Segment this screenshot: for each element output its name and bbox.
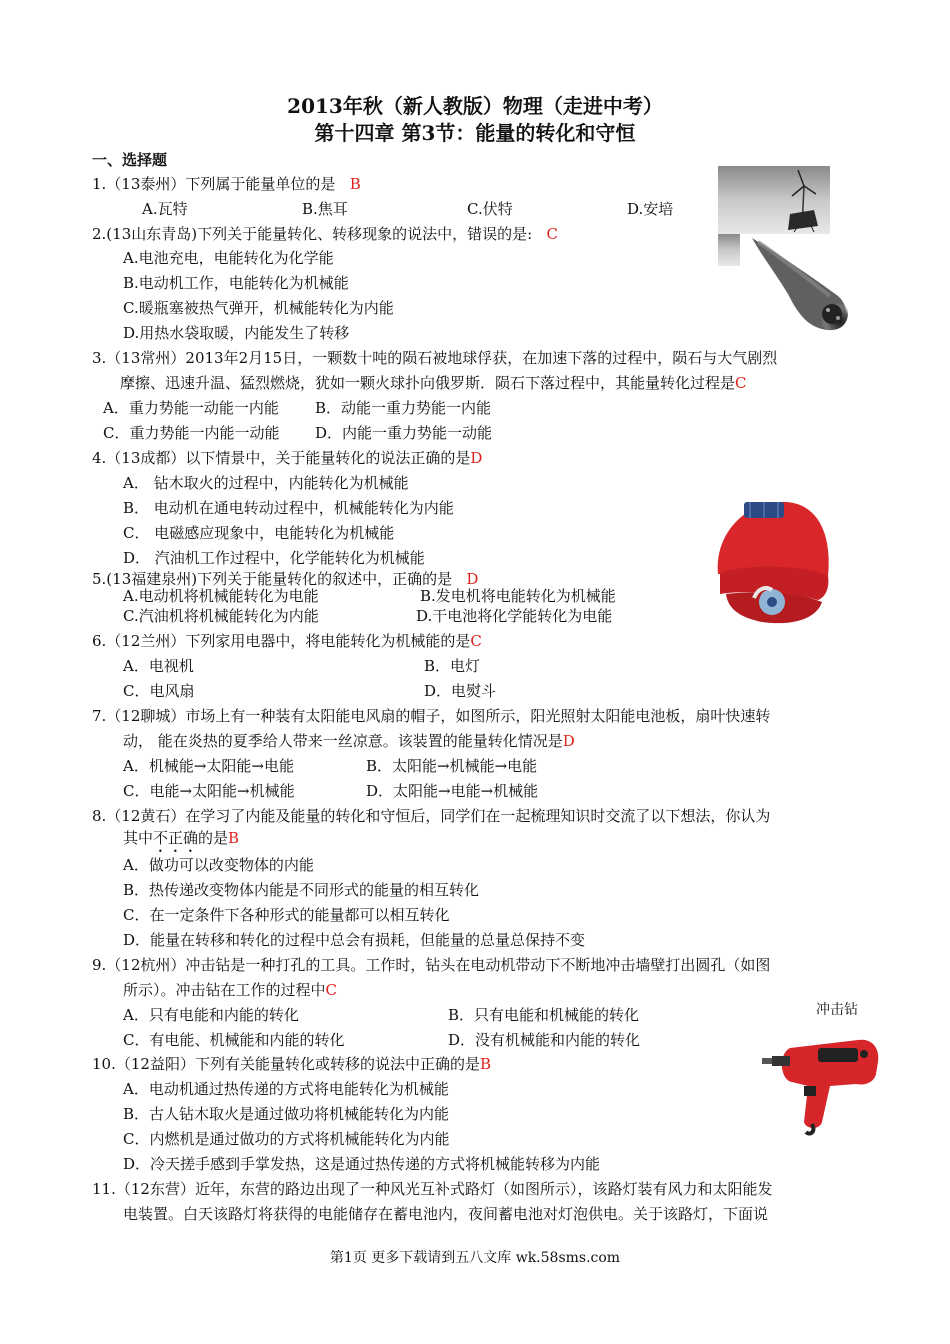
q10-answer: B bbox=[479, 1055, 491, 1073]
q5-option-c: C.汽油机将机械能转化为内能 bbox=[123, 607, 319, 625]
q4-option-d: D． 汽油机工作过程中，化学能转化为机械能 bbox=[123, 549, 425, 567]
meteor-image bbox=[748, 234, 858, 334]
q7-answer: D bbox=[562, 732, 575, 750]
q10-option-c: C．内燃机是通过做功的方式将机械能转化为内能 bbox=[123, 1130, 450, 1148]
q1-option-c: C.伏特 bbox=[467, 200, 513, 218]
q2-option-a: A.电池充电，电能转化为化学能 bbox=[123, 249, 334, 267]
doc-title-line1: 2013年秋（新人教版）物理（走进中考） bbox=[287, 94, 663, 118]
q10-option-a: A．电动机通过热传递的方式将电能转化为机械能 bbox=[123, 1080, 449, 1098]
q3-option-a: A．重力势能一动能一内能 bbox=[103, 399, 279, 417]
q10-option-b: B．古人钻木取火是通过做功将机械能转化为内能 bbox=[123, 1105, 450, 1123]
q2-option-d: D.用热水袋取暖，内能发生了转移 bbox=[123, 324, 350, 342]
q2-option-c: C.暖瓶塞被热气弹开，机械能转化为内能 bbox=[123, 299, 394, 317]
q6-option-a: A．电视机 bbox=[123, 657, 194, 675]
q5-option-d: D.干电池将化学能转化为电能 bbox=[416, 607, 613, 625]
q5-answer: D bbox=[466, 570, 479, 588]
q7-option-b: B．太阳能→机械能→电能 bbox=[366, 757, 538, 775]
q6-option-c: C．电风扇 bbox=[123, 682, 195, 700]
q7-stem-line1: 7.（12聊城）市场上有一种装有太阳能电风扇的帽子，如图所示，阳光照射太阳能电池板，扇叶快速转 bbox=[92, 707, 771, 725]
q4-stem: 4.（13成都）以下情景中，关于能量转化的说法正确的是D bbox=[92, 449, 483, 467]
q10-stem: 10.（12益阳）下列有关能量转化或转移的说法中正确的是B bbox=[92, 1055, 491, 1073]
q9-option-a: A．只有电能和内能的转化 bbox=[123, 1006, 299, 1024]
section-heading: 一、选择题 bbox=[92, 151, 168, 169]
q4-option-c: C． 电磁感应现象中，电能转化为机械能 bbox=[123, 524, 395, 542]
q3-option-d: D．内能一重力势能一动能 bbox=[315, 424, 493, 442]
q2-answer: C bbox=[546, 225, 558, 243]
q6-answer: C bbox=[470, 632, 482, 650]
q1-option-d: D.安培 bbox=[627, 200, 674, 218]
q7-option-c: C．电能→太阳能→机械能 bbox=[123, 782, 295, 800]
page-footer: 第1页 更多下载请到五八文库 wk.58sms.com bbox=[329, 1250, 621, 1266]
q9-answer: C bbox=[325, 981, 337, 999]
q9-option-d: D．没有机械能和内能的转化 bbox=[448, 1031, 641, 1049]
q7-option-a: A．机械能→太阳能→电能 bbox=[123, 757, 294, 775]
q1-stem: 1.（13泰州）下列属于能量单位的是 B bbox=[92, 175, 361, 193]
q3-option-c: C．重力势能一内能一动能 bbox=[103, 424, 280, 442]
doc-title-line2: 第十四章 第3节：能量的转化和守恒 bbox=[314, 121, 636, 145]
impact-drill-image bbox=[760, 1026, 890, 1138]
q5-stem: 5.(13福建泉州)下列关于能量转化的叙述中，正确的是 D bbox=[92, 570, 479, 588]
q3-answer: C bbox=[735, 374, 747, 392]
q9-option-b: B．只有电能和机械能的转化 bbox=[448, 1006, 640, 1024]
q8-answer: B bbox=[228, 829, 240, 847]
drill-figure-label: 冲击钻 bbox=[816, 1002, 858, 1018]
q4-option-a: A． 钻木取火的过程中，内能转化为机械能 bbox=[123, 474, 409, 492]
q6-stem: 6.（12兰州）下列家用电器中，将电能转化为机械能的是C bbox=[92, 632, 482, 650]
q9-stem-line2: 所示）。冲击钻在工作的过程中C bbox=[123, 981, 337, 999]
q9-stem-line1: 9.（12杭州）冲击钻是一种打孔的工具。工作时，钻头在电动机带动下不断地冲击墙壁打出圆孔（如图 bbox=[92, 956, 771, 974]
q7-option-d: D．太阳能→电能→机械能 bbox=[366, 782, 539, 800]
q4-answer: D bbox=[470, 449, 483, 467]
q8-stem-line1: 8.（12黄石）在学习了内能及能量的转化和守恒后，同学们在一起梳理知识时交流了以下想法，你认为 bbox=[92, 807, 771, 825]
q8-emphasis: 不正确 bbox=[153, 829, 199, 847]
q6-option-b: B．电灯 bbox=[424, 657, 481, 675]
q8-option-b: B．热传递改变物体内能是不同形式的能量的相互转化 bbox=[123, 881, 480, 899]
q2-option-b: B.电动机工作，电能转化为机械能 bbox=[123, 274, 349, 292]
q3-stem-line2: 摩擦、迅速升温、猛烈燃烧，犹如一颗火球扑向俄罗斯．陨石下落过程中，其能量转化过程是C bbox=[120, 374, 747, 392]
q11-stem-line1: 11.（12东营）近年，东营的路边出现了一种风光互补式路灯（如图所示），该路灯装有风力和太阳能发 bbox=[92, 1180, 773, 1198]
q1-option-a: A.瓦特 bbox=[142, 200, 188, 218]
q3-option-b: B．动能一重力势能一内能 bbox=[315, 399, 492, 417]
q3-stem-line1: 3.（13常州）2013年2月15日，一颗数十吨的陨石被地球俘获，在加速下落的过程中，陨石与大气剧烈 bbox=[92, 349, 778, 367]
q6-option-d: D．电熨斗 bbox=[424, 682, 497, 700]
q8-stem-line2: 其中不正确的是B bbox=[123, 829, 240, 847]
q2-stem: 2.(13山东青岛)下列关于能量转化、转移现象的说法中，错误的是: C bbox=[92, 225, 558, 243]
q4-option-b: B． 电动机在通电转动过程中，机械能转化为内能 bbox=[123, 499, 454, 517]
q1-answer: B bbox=[349, 175, 361, 193]
q1-option-b: B.焦耳 bbox=[302, 200, 348, 218]
q8-option-a: A．做功可以改变物体的内能 bbox=[123, 856, 314, 874]
q7-stem-line2: 动， 能在炎热的夏季给人带来一丝凉意。该装置的能量转化情况是D bbox=[123, 732, 575, 750]
q8-option-c: C．在一定条件下各种形式的能量都可以相互转化 bbox=[123, 906, 450, 924]
q5-option-a: A.电动机将机械能转化为电能 bbox=[123, 587, 319, 605]
q8-option-d: D．能量在转移和转化的过程中总会有损耗，但能量的总量总保持不变 bbox=[123, 931, 586, 949]
q10-option-d: D．冷天搓手感到手掌发热，这是通过热传递的方式将机械能转移为内能 bbox=[123, 1155, 601, 1173]
solar-fan-cap-image bbox=[706, 494, 836, 626]
q5-option-b: B.发电机将电能转化为机械能 bbox=[420, 587, 616, 605]
q9-option-c: C．有电能、机械能和内能的转化 bbox=[123, 1031, 345, 1049]
q11-stem-line2: 电装置。白天该路灯将获得的电能储存在蓄电池内，夜间蓄电池对灯泡供电。关于该路灯，下面说 bbox=[123, 1205, 769, 1223]
